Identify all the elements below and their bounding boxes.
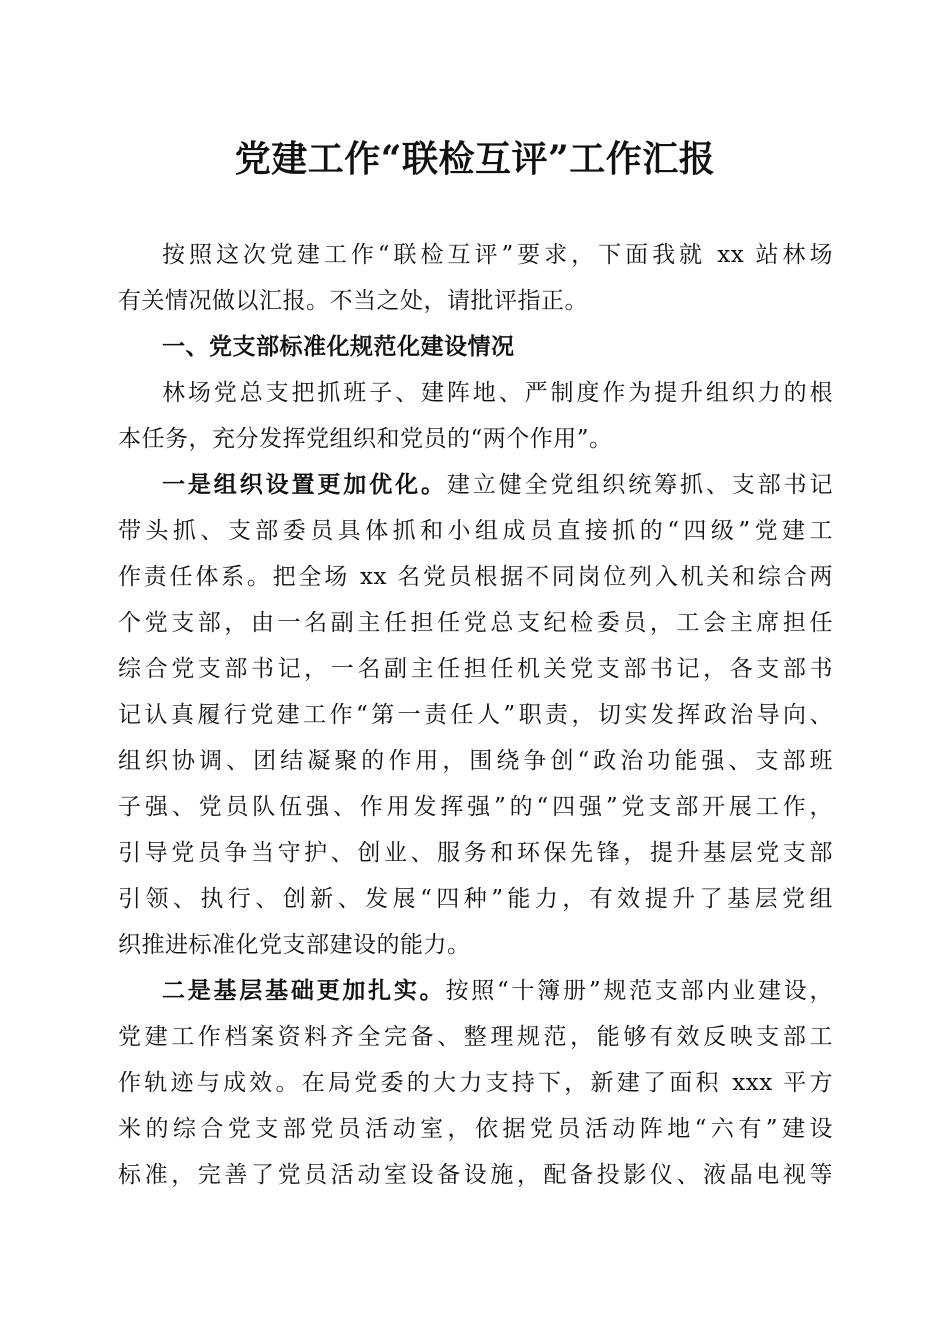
point1-line: 组织协调、团结凝聚的作用，围绕争创“政治功能强、支部班 <box>118 748 833 774</box>
point1-label: 一是组织设置更加优化。 <box>162 471 447 498</box>
intro-line-1: 按照这次党建工作“联检互评”要求，下面我就 xx 站林场 <box>162 242 833 268</box>
point2-line: 标准，完善了党员活动室设备设施，配备投影仪、液晶电视等 <box>118 1162 833 1188</box>
point2-line: 作轨迹与成效。在局党委的大力支持下，新建了面积 xxx 平方 <box>118 1070 833 1096</box>
point1-line: 引领、执行、创新、发展“四种”能力，有效提升了基层党组 <box>118 886 833 912</box>
section1-lead-line-2: 本任务，充分发挥党组织和党员的“两个作用”。 <box>118 426 613 452</box>
point2-line: 米的综合党支部党员活动室，依据党员活动阵地“六有”建设 <box>118 1116 833 1142</box>
intro-line-2: 有关情况做以汇报。不当之处，请批评指正。 <box>118 288 588 314</box>
document-body <box>118 232 833 1198</box>
point1-line: 织推进标准化党支部建设的能力。 <box>118 932 471 958</box>
point1-first-line-text: 建立健全党组织统筹抓、支部书记 <box>446 472 834 498</box>
document-title: 党建工作“联检互评”工作汇报 <box>234 138 716 180</box>
point2-first-line <box>118 968 833 1014</box>
point1-line: 综合党支部书记，一名副主任担任机关党支部书记，各支部书 <box>118 656 833 682</box>
point1-first-line <box>118 462 833 508</box>
point2-line: 党建工作档案资料齐全完备、整理规范，能够有效反映支部工 <box>118 1024 833 1050</box>
point1-line: 引导党员争当守护、创业、服务和环保先锋，提升基层党支部 <box>118 840 833 866</box>
point2-label: 二是基层基础更加扎实。 <box>162 977 446 1004</box>
point1-line: 带头抓、支部委员具体抓和小组成员直接抓的“四级”党建工 <box>118 518 833 544</box>
point1-line: 记认真履行党建工作“第一责任人”职责，切实发挥政治导向、 <box>118 702 833 728</box>
point1-line: 子强、党员队伍强、作用发挥强”的“四强”党支部开展工作， <box>118 794 833 820</box>
section-heading-1: 一、党支部标准化规范化建设情况 <box>162 334 515 360</box>
point1-line: 作责任体系。把全场 xx 名党员根据不同岗位列入机关和综合两 <box>118 564 833 590</box>
point2-first-line-text: 按照“十簿册”规范支部内业建设， <box>445 978 833 1004</box>
section1-lead-line-1: 林场党总支把抓班子、建阵地、严制度作为提升组织力的根 <box>162 380 833 406</box>
point1-line: 个党支部，由一名副主任担任党总支纪检委员，工会主席担任 <box>118 610 833 636</box>
